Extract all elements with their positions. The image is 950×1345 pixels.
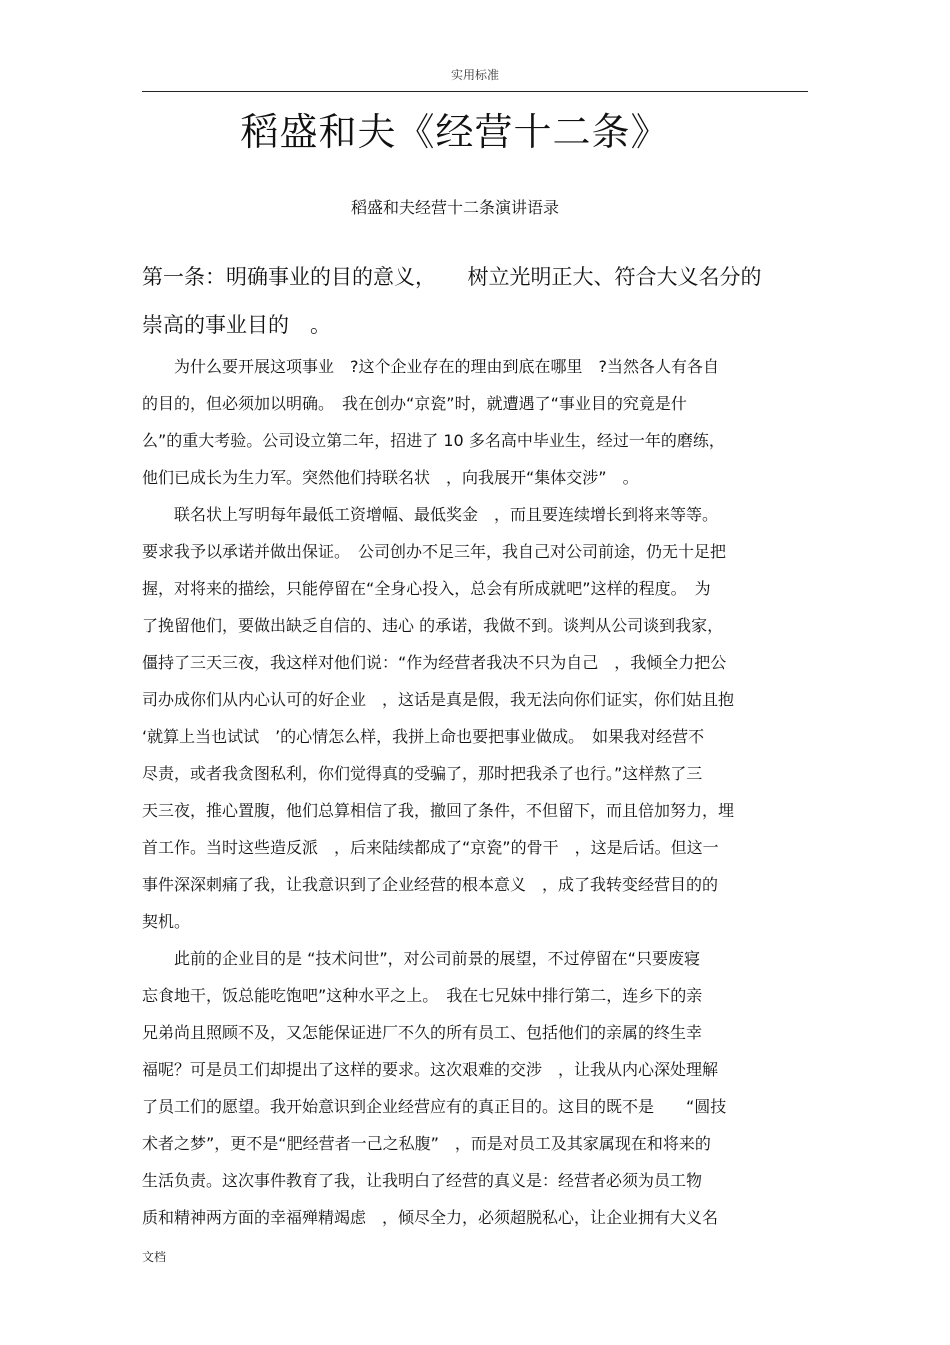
- text-line: 忘食地干，饭总能吃饱吧”这种水平之上。 我在七兄妹中排行第二，连乡下的亲: [142, 986, 703, 1005]
- header-divider: [142, 91, 808, 92]
- text-line: 此前的企业目的是 “技术问世”，对公司前景的展望，不过停留在“只要废寝: [142, 949, 700, 968]
- document-subtitle: 稻盛和夫经营十二条演讲语录: [350, 198, 559, 217]
- section-heading: [142, 253, 812, 349]
- text-line: 天三夜，推心置腹，他们总算相信了我，撤回了条件，不但留下，而且倍加努力，埋: [142, 801, 735, 820]
- text-line: 生活负责。这次事件教育了我，让我明白了经营的真义是：经营者必须为员工物: [142, 1171, 703, 1190]
- text-line: 司办成你们从内心认可的好企业 ，这话是真是假，我无法向你们证实，你们姑且抱: [142, 690, 735, 709]
- text-line: ‘就算上当也试试 ’的心情怎么样，我拼上命也要把事业做成。 如果我对经营不: [142, 727, 705, 746]
- text-line: 福呢？可是员工们却提出了这样的要求。这次艰难的交涉 ，让我从内心深处理解: [142, 1060, 719, 1079]
- text-line: 兄弟尚且照顾不及，又怎能保证进厂不久的所有员工、包括他们的亲属的终生幸: [142, 1023, 703, 1042]
- paragraph: [142, 496, 812, 940]
- text-line: 僵持了三天三夜，我这样对他们说：“作为经营者我决不只为自己 ，我倾全力把公: [142, 653, 727, 672]
- paragraph: [142, 940, 812, 1236]
- body-text: [142, 348, 812, 1236]
- text-line: 要求我予以承诺并做出保证。 公司创办不足三年，我自己对公司前途，仍无十足把: [142, 542, 727, 561]
- paragraph: [142, 348, 812, 496]
- text-line: 么”的重大考验。公司设立第二年，招进了 10 多名高中毕业生，经过一年的磨练，: [142, 431, 725, 450]
- text-line: 他们已成长为生力军。突然他们持联名状 ，向我展开“集体交涉” 。: [142, 468, 639, 487]
- document-title: 稻盛和夫《经营十二条》: [240, 110, 670, 154]
- text-line: 联名状上写明每年最低工资增幅、最低奖金 ，而且要连续增长到将来等等。: [142, 505, 719, 524]
- text-line: 了挽留他们，要做出缺乏自信的、违心 的承诺，我做不到。谈判从公司谈到我家，: [142, 616, 724, 635]
- heading-line: 崇高的事业目的 。: [142, 313, 331, 337]
- text-line: 事件深深刺痛了我，让我意识到了企业经营的根本意义 ，成了我转变经营目的的: [142, 875, 719, 894]
- heading-line: 第一条：明确事业的目的意义， 树立光明正大、符合大义名分的: [142, 265, 762, 289]
- text-line: 质和精神两方面的幸福殚精竭虑 ，倾尽全力，必须超脱私心，让企业拥有大义名: [142, 1208, 719, 1227]
- text-line: 的目的，但必须加以明确。 我在创办“京瓷”时，就遭遇了“事业目的究竟是什: [142, 394, 687, 413]
- text-line: 了员工们的愿望。我开始意识到企业经营应有的真正目的。这目的既不是 “圆技: [142, 1097, 727, 1116]
- text-line: 尽责，或者我贪图私利，你们觉得真的受骗了，那时把我杀了也行。”这样熬了三: [142, 764, 703, 783]
- text-line: 契机。: [142, 912, 191, 931]
- text-line: 为什么要开展这项事业 ?这个企业存在的理由到底在哪里 ?当然各人有各自: [142, 357, 719, 376]
- page-footer: 文档: [142, 1250, 167, 1264]
- text-line: 首工作。当时这些造反派 ，后来陆续都成了“京瓷”的骨干 ，这是后话。但这一: [142, 838, 719, 857]
- text-line: 术者之梦”，更不是“肥经营者一己之私腹” ，而是对员工及其家属现在和将来的: [142, 1134, 711, 1153]
- page-header: 实用标准: [450, 68, 499, 82]
- text-line: 握，对将来的描绘，只能停留在“全身心投入，总会有所成就吧”这样的程度。 为: [142, 579, 711, 598]
